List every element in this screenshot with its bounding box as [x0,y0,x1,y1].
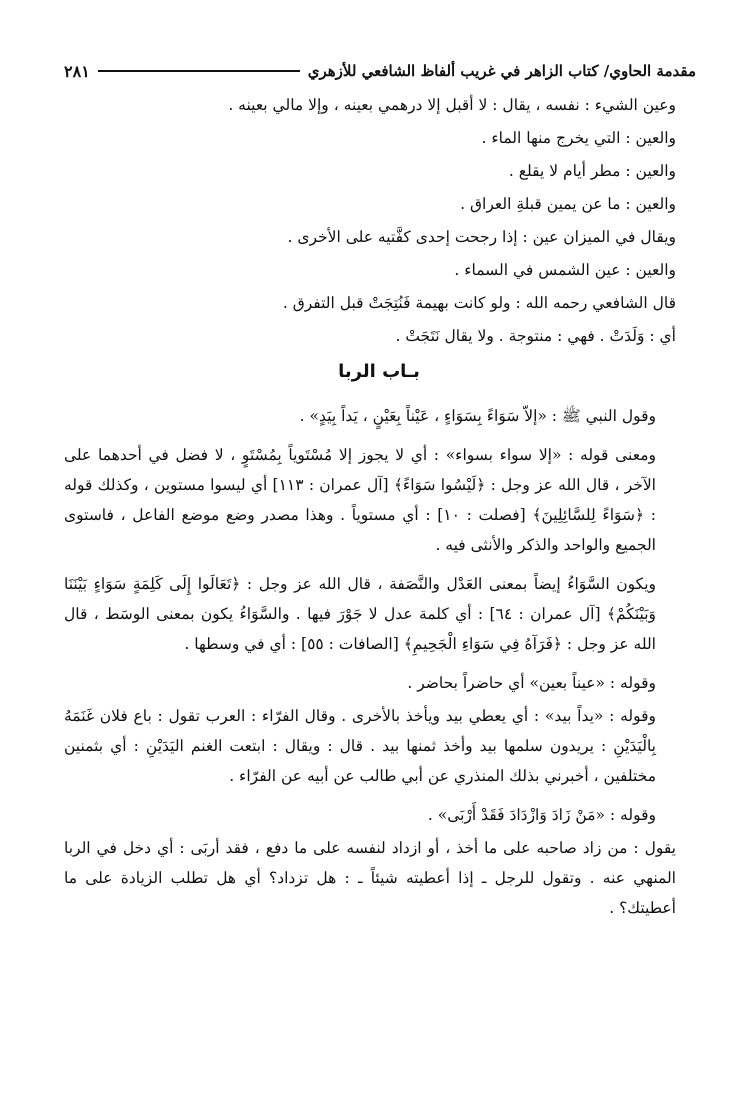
paragraph-spring: والعين : التي يخرج منها الماء . [481,129,676,147]
paragraph-eye-of-thing: وعين الشيء : نفسه ، يقال : لا أقبل إلا درهمي بعينه ، وإلا مالي بعينه . [228,96,676,114]
paragraph-hand-for-hand: وقوله : «يداً بيد» : أي يعطي بيد ويأخذ بالأخرى . وقال الفرّاء : العرب تقول : باع فلان غَنَمَهُ بِالْيَدَيْنِ : يريدون سلمها بيد وأخذ ثمنها بيد . قال : ويقال : ابتعت الغنم اليَدَيْنِ : أي بثمنين مختلفين ، أخبرني بذلك المنذري عن أبي طالب عن أبيه عن الفرّاء . [64,707,656,785]
paragraph-scale: ويقال في الميزان عين : إذا رجحت إحدى كفَّتيه على الأخرى . [287,228,676,246]
paragraph-sun: والعين : عين الشمس في السماء . [454,261,676,279]
paragraph-rain: والعين : مطر أيام لا يقلع . [508,162,676,180]
page-number: ٢٨١ [64,61,90,81]
paragraph-iraq: والعين : ما عن يمين قبلةِ العراق . [460,195,676,213]
paragraph-increase: وقوله : «مَنْ زَادَ وَازْدَادَ فَقَدْ أَرْبَى» . [427,806,656,824]
paragraph-explanation: يقول : من زاد صاحبه على ما أخذ ، أو ازداد لنفسه على ما دفع ، فقد أربَى : أي دخل في الربا المنهي عنه . وتقول للرجل ـ إذا أعطيته شيئاً ـ : هل تزداد؟ أي هل تطلب الزيادة على ما أعطيتك؟ . [64,839,676,917]
paragraph-gave-birth: أي : وَلَدَتْ . فهي : منتوجة . ولا يقال نَتَجَتْ . [395,327,676,345]
section-heading: بـاب الربا [338,361,420,382]
page-header [64,56,696,86]
paragraph-meaning: ومعنى قوله : «إلا سواء بسواء» : أي لا يجوز إلا مُسْتَوياً بِمُسْتَوٍ ، لا فضل في أحدهما على الآخر ، قال الله عز وجل : ﴿لَيْسُوا سَوَاءً﴾ [آل عمران : ١١٣] أي ليسوا مستوين ، وكذلك قوله : ﴿سَوَاءً لِلسَّائِلِينَ﴾ [فصلت : ١٠] : أي مستوياً . وهذا مصدر وضع موضع الفاعل ، فاستوى الجميع والواحد والذكر والأنثى فيه . [64,446,656,554]
running-title: مقدمة الحاوي/ كتاب الزاهر في غريب ألفاظ الشافعي للأزهري [307,62,696,80]
paragraph-hadith: وقول النبي ﷺ : «إلاّ سَوَاءً بِسَوَاءٍ ، عَيْناً بِعَيْنٍ ، يَداً بِيَدٍ» . [299,407,656,425]
body-text [64,90,694,932]
header-rule [98,70,300,72]
paragraph-justice: ويكون السَّوَاءُ إيضاً بمعنى العَدْل والنَّصَفة ، قال الله عز وجل : ﴿تَعَالَوا إِلَى كَلِمَةٍ سَوَاءٍ بَيْنَنَا وَبَيْنَكُمْ﴾ [آل عمران : ٦٤] : أي كلمة عدل لا جَوْرَ فيها . والسَّوَاءُ يكون بمعنى الوسَط ، قال الله عز وجل : ﴿فَرَآهُ فِي سَوَاءِ الْجَحِيمِ﴾ [الصافات : ٥٥] : أي في وسطها . [64,575,656,653]
paragraph-shafii: قال الشافعي رحمه الله : ولو كانت بهيمة فَنُتِجَتْ قبل التفرق . [282,294,676,312]
paragraph-eye-for-eye: وقوله : «عيناً بعين» أي حاضراً بحاضر . [407,674,656,692]
